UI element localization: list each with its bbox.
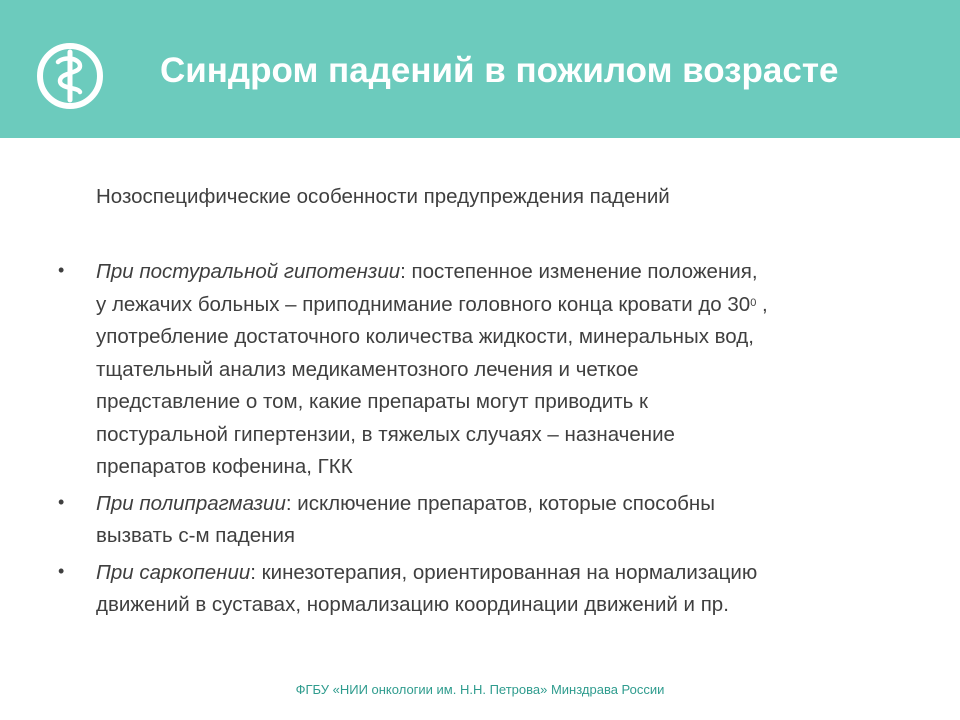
bullet-line: препаратов кофенина, ГКК [96, 455, 353, 478]
list-item [58, 557, 918, 622]
footer-organization: ФГБУ «НИИ онкологии им. Н.Н. Петрова» Минздрава России [295, 682, 665, 697]
bullet-line [96, 289, 918, 322]
bullet-list [58, 256, 918, 626]
bullet-line [96, 557, 918, 590]
bullet-text: : постепенное изменение положения, [400, 260, 758, 283]
slide-title: Синдром падений в пожилом возрасте [160, 51, 839, 90]
bullet-icon: • [58, 560, 65, 581]
bullet-text: у лежачих больных – приподнимание головного конца кровати до 30 [96, 292, 751, 316]
section-subtitle: Нозоспецифические особенности предупреждения падений [96, 185, 670, 208]
bullet-line: вызвать с-м падения [96, 524, 296, 547]
slide-header [0, 0, 960, 138]
list-item [58, 488, 918, 553]
bullet-line [96, 256, 918, 289]
bullet-line [96, 488, 918, 521]
bullet-term: При саркопении [96, 560, 251, 584]
bullet-line: тщательный анализ медикаментозного лечения и четкое [96, 357, 639, 381]
bullet-icon: • [58, 491, 65, 512]
bullet-text: , [756, 292, 768, 316]
bullet-line: постуральной гипертензии, в тяжелых случаях – назначение [96, 422, 675, 446]
bullet-line: употребление достаточного количества жидкости, минеральных вод, [96, 325, 754, 348]
list-item [58, 256, 918, 484]
bullet-term: При постуральной гипотензии [96, 260, 401, 283]
bullet-icon: • [58, 260, 65, 280]
bullet-line: представление о том, какие препараты могут приводить к [96, 390, 648, 413]
bullet-term: При полипрагмазии [96, 491, 286, 515]
bullet-line: движений в суставах, нормализацию координации движений и пр. [96, 593, 729, 616]
caduceus-icon [34, 40, 106, 112]
bullet-text: : кинезотерапия, ориентированная на нормализацию [250, 560, 758, 584]
bullet-text: : исключение препаратов, которые способны [285, 491, 715, 515]
degree-mark: 0 [750, 296, 757, 309]
